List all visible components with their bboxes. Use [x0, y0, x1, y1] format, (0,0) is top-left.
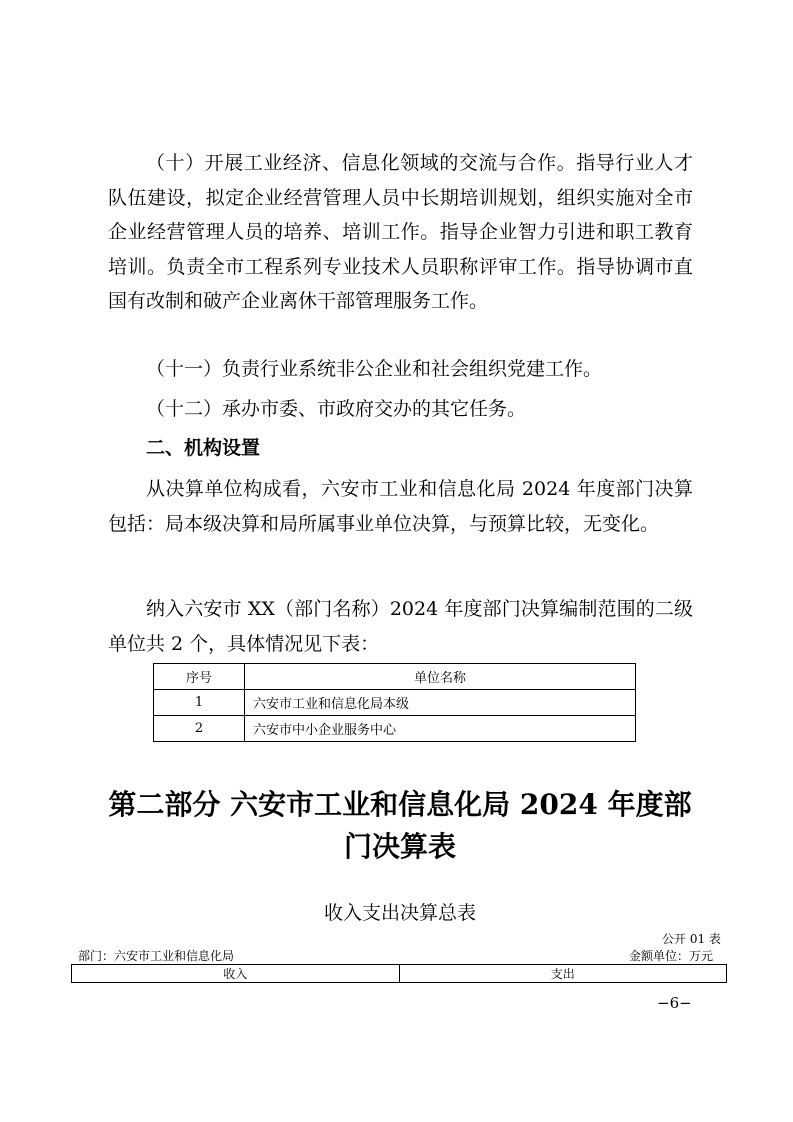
- table-row: [154, 690, 636, 716]
- table-row: [154, 716, 636, 742]
- units-table: [153, 663, 636, 742]
- unit-label: 金额单位：万元: [629, 949, 714, 963]
- paragraph-org-composition: 从决算单位构成看，六安市工业和信息化局 2024 年度部门决算包括：局本级决算和局所属事业单位决算，与预算比较，无变化。: [108, 478, 693, 535]
- part-title-line-2: 门决算表: [343, 830, 456, 863]
- row-unit-name: 六安市工业和信息化局本级: [245, 690, 636, 716]
- paragraph-duty-12: （十二）承办市委、市政府交办的其它任务。: [146, 398, 527, 420]
- row-index: 2: [154, 716, 245, 742]
- header-income: 收入: [72, 965, 400, 983]
- table-code: 公开 01 表: [662, 932, 721, 946]
- table-header-row: [154, 664, 636, 690]
- paragraph-duty-10: （十）开展工业经济、信息化领域的交流与合作。指导行业人才队伍建设，拟定企业经营管理人员中长期培训规划，组织实施对全市企业经营管理人员的培养、培训工作。指导企业智力引进和职工教育培训。负责全市工程系列专业技术人员职称评审工作。指导协调市直国有改制和破产企业离休干部管理服务工作。: [108, 152, 693, 312]
- table-header-row: [72, 965, 727, 983]
- table-title: 收入支出决算总表: [323, 902, 476, 924]
- part-title-line-1: 第二部分 六安市工业和信息化局 2024 年度部: [108, 788, 692, 821]
- header-index: 序号: [154, 664, 245, 690]
- department-label: 部门：六安市工业和信息化局: [78, 949, 235, 963]
- row-index: 1: [154, 690, 245, 716]
- header-expenditure: 支出: [399, 965, 727, 983]
- section-heading: 二、机构设置: [146, 437, 261, 459]
- row-unit-name: 六安市中小企业服务中心: [245, 716, 636, 742]
- header-unit-name: 单位名称: [245, 664, 636, 690]
- paragraph-duty-11: （十一）负责行业系统非公企业和社会组织党建工作。: [146, 358, 603, 380]
- paragraph-org-scope: 纳入六安市 XX（部门名称）2024 年度部门决算编制范围的二级单位共 2 个，具体情况见下表：: [108, 598, 693, 655]
- part-title: [100, 784, 700, 868]
- page-number: −6−: [657, 994, 692, 1012]
- summary-table-header: [71, 964, 727, 983]
